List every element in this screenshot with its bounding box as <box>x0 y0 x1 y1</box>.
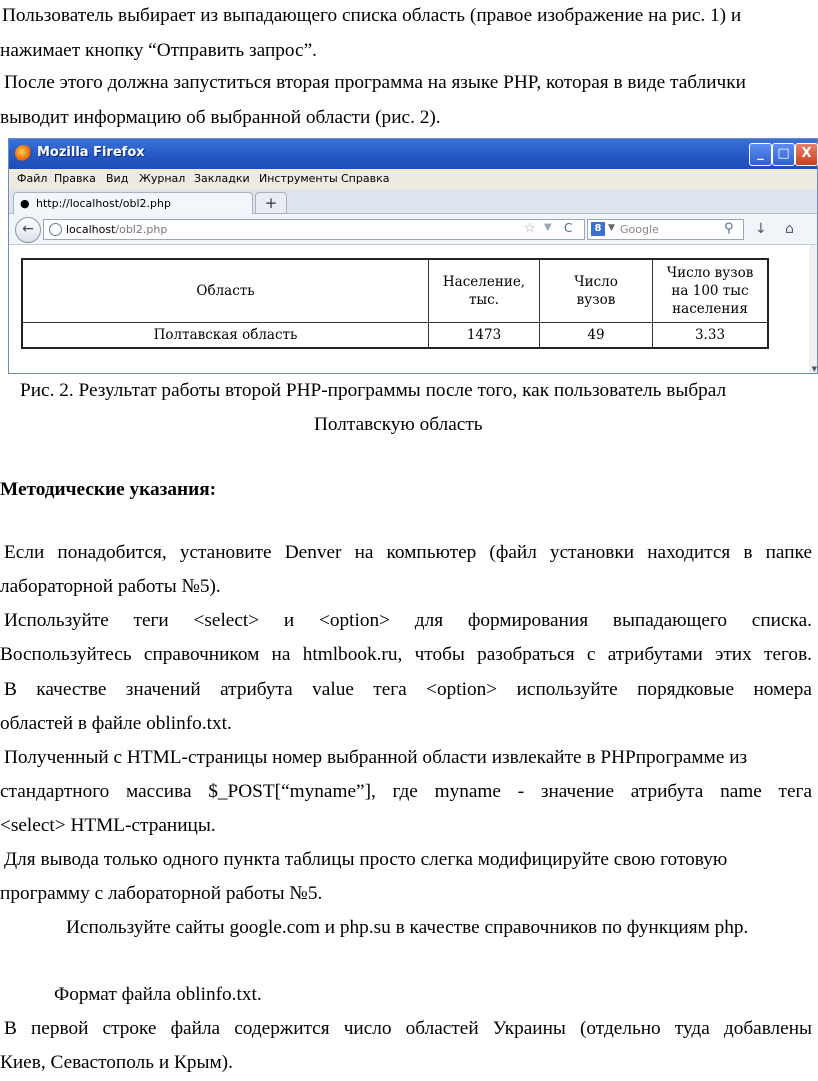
browser-screenshot <box>8 138 818 374</box>
menu-bar <box>9 169 817 189</box>
format-para-line2: Киев, Севастополь и Крым). <box>0 1052 233 1073</box>
format-heading: Формат файла oblinfo.txt. <box>54 984 262 1005</box>
cell-universities: 49 <box>540 323 653 349</box>
menu-bookmarks[interactable]: Закладки <box>194 172 250 185</box>
tab-label: http://localhost/obl2.php <box>36 197 171 210</box>
vertical-scrollbar[interactable] <box>809 245 817 373</box>
instruction-5-line1: Для вывода только одного пункта таблицы просто слегка модифицируйте свою готовую <box>4 849 728 870</box>
globe-icon <box>49 223 62 236</box>
cell-ratio: 3.33 <box>653 323 769 349</box>
tab-bar <box>9 189 817 214</box>
home-icon[interactable]: ⌂ <box>785 221 794 237</box>
para2-line1: После этого должна запуститься вторая программа на языке PHP, которая в виде таблички <box>4 72 746 93</box>
maximize-button[interactable]: □ <box>772 143 795 166</box>
search-engine-dropdown-icon[interactable]: ▼ <box>608 223 615 233</box>
instruction-5-line2: программу с лабораторной работы №5. <box>0 883 323 904</box>
table-header-row <box>22 259 768 323</box>
section-heading: Методические указания: <box>0 479 217 500</box>
instruction-3-line2: областей в файле oblinfo.txt. <box>0 713 232 734</box>
tab-obl2[interactable] <box>13 192 253 214</box>
search-engine-icon[interactable]: 8 <box>591 222 605 236</box>
header-universities-per-100k: Число вузов на 100 тыс населения <box>653 259 769 323</box>
firefox-logo-icon <box>15 145 32 162</box>
instruction-2-line2: Воспользуйтесь справочником на htmlbook.ru, чтобы разобраться с атрибутами этих тегов. <box>0 644 812 665</box>
menu-history[interactable]: Журнал <box>139 172 186 185</box>
close-button[interactable]: X <box>795 143 818 166</box>
caption-line2: Полтавскую область <box>314 414 483 435</box>
menu-edit[interactable]: Правка <box>54 172 96 185</box>
caption-line1: Рис. 2. Результат работы второй PHP-программы после того, как пользователь выбрал <box>20 380 727 401</box>
instruction-4-line1: Полученный с HTML-страницы номер выбранной области извлекайте в PHPпрограмме из <box>4 747 748 768</box>
url-text: localhost/obl2.php <box>66 223 168 236</box>
para1-line1: Пользователь выбирает из выпадающего списка область (правое изображение на рис. 1) и <box>2 5 742 26</box>
para2-line2: выводит информацию об выбранной области (рис. 2). <box>0 107 441 128</box>
new-tab-button[interactable]: + <box>255 192 287 214</box>
result-table <box>21 258 769 349</box>
instruction-1-line1: Если понадобится, установите Denver на компьютер (файл установки находится в папке <box>4 542 812 563</box>
header-universities: Число вузов <box>540 259 653 323</box>
instruction-4-line3: <select> HTML-страницы. <box>0 815 216 836</box>
url-dropdown-icon[interactable]: ▼ <box>544 222 552 233</box>
menu-file[interactable]: Файл <box>17 172 48 185</box>
minimize-button[interactable]: _ <box>749 143 772 166</box>
page-content <box>9 245 817 373</box>
scroll-down-icon[interactable]: ▼ <box>811 365 817 373</box>
window-title: Mozilla Firefox <box>37 145 145 160</box>
format-para-line1: В первой строке файла содержится число областей Украины (отдельно туда добавлены <box>4 1018 812 1039</box>
spy-favicon-icon: ● <box>20 197 30 210</box>
menu-tools[interactable]: Инструменты <box>259 172 338 185</box>
bookmark-star-icon[interactable]: ☆ <box>524 221 536 236</box>
instruction-3-line1: В качестве значений атрибута value тега <option> используйте порядковые номера <box>4 679 812 700</box>
instruction-1-line2: лабораторной работы №5). <box>0 576 221 597</box>
para1-line2: нажимает кнопку “Отправить запрос”. <box>0 40 317 61</box>
header-region: Область <box>22 259 429 323</box>
menu-help[interactable]: Справка <box>341 172 390 185</box>
instruction-4-line2: стандартного массива $_POST[“myname”], где myname - значение атрибута name тега <box>0 781 813 802</box>
instruction-2-line1: Используйте теги <select> и <option> для формирования выпадающего списка. <box>4 610 812 631</box>
cell-region: Полтавская область <box>22 323 429 349</box>
navigation-bar <box>9 214 817 245</box>
table-row <box>22 323 768 349</box>
cell-population: 1473 <box>429 323 540 349</box>
search-icon[interactable]: ⚲ <box>724 221 734 236</box>
back-button[interactable]: ← <box>15 217 41 243</box>
title-bar <box>9 139 817 169</box>
header-population: Население, тыс. <box>429 259 540 323</box>
url-bar[interactable] <box>43 219 585 240</box>
reload-icon[interactable]: C <box>564 221 573 235</box>
menu-view[interactable]: Вид <box>106 172 129 185</box>
search-bar[interactable] <box>587 219 744 240</box>
download-icon[interactable]: ↓ <box>755 221 767 237</box>
search-placeholder: Google <box>620 223 659 236</box>
sites-line: Используйте сайты google.com и php.su в качестве справочников по функциям php. <box>66 917 749 938</box>
